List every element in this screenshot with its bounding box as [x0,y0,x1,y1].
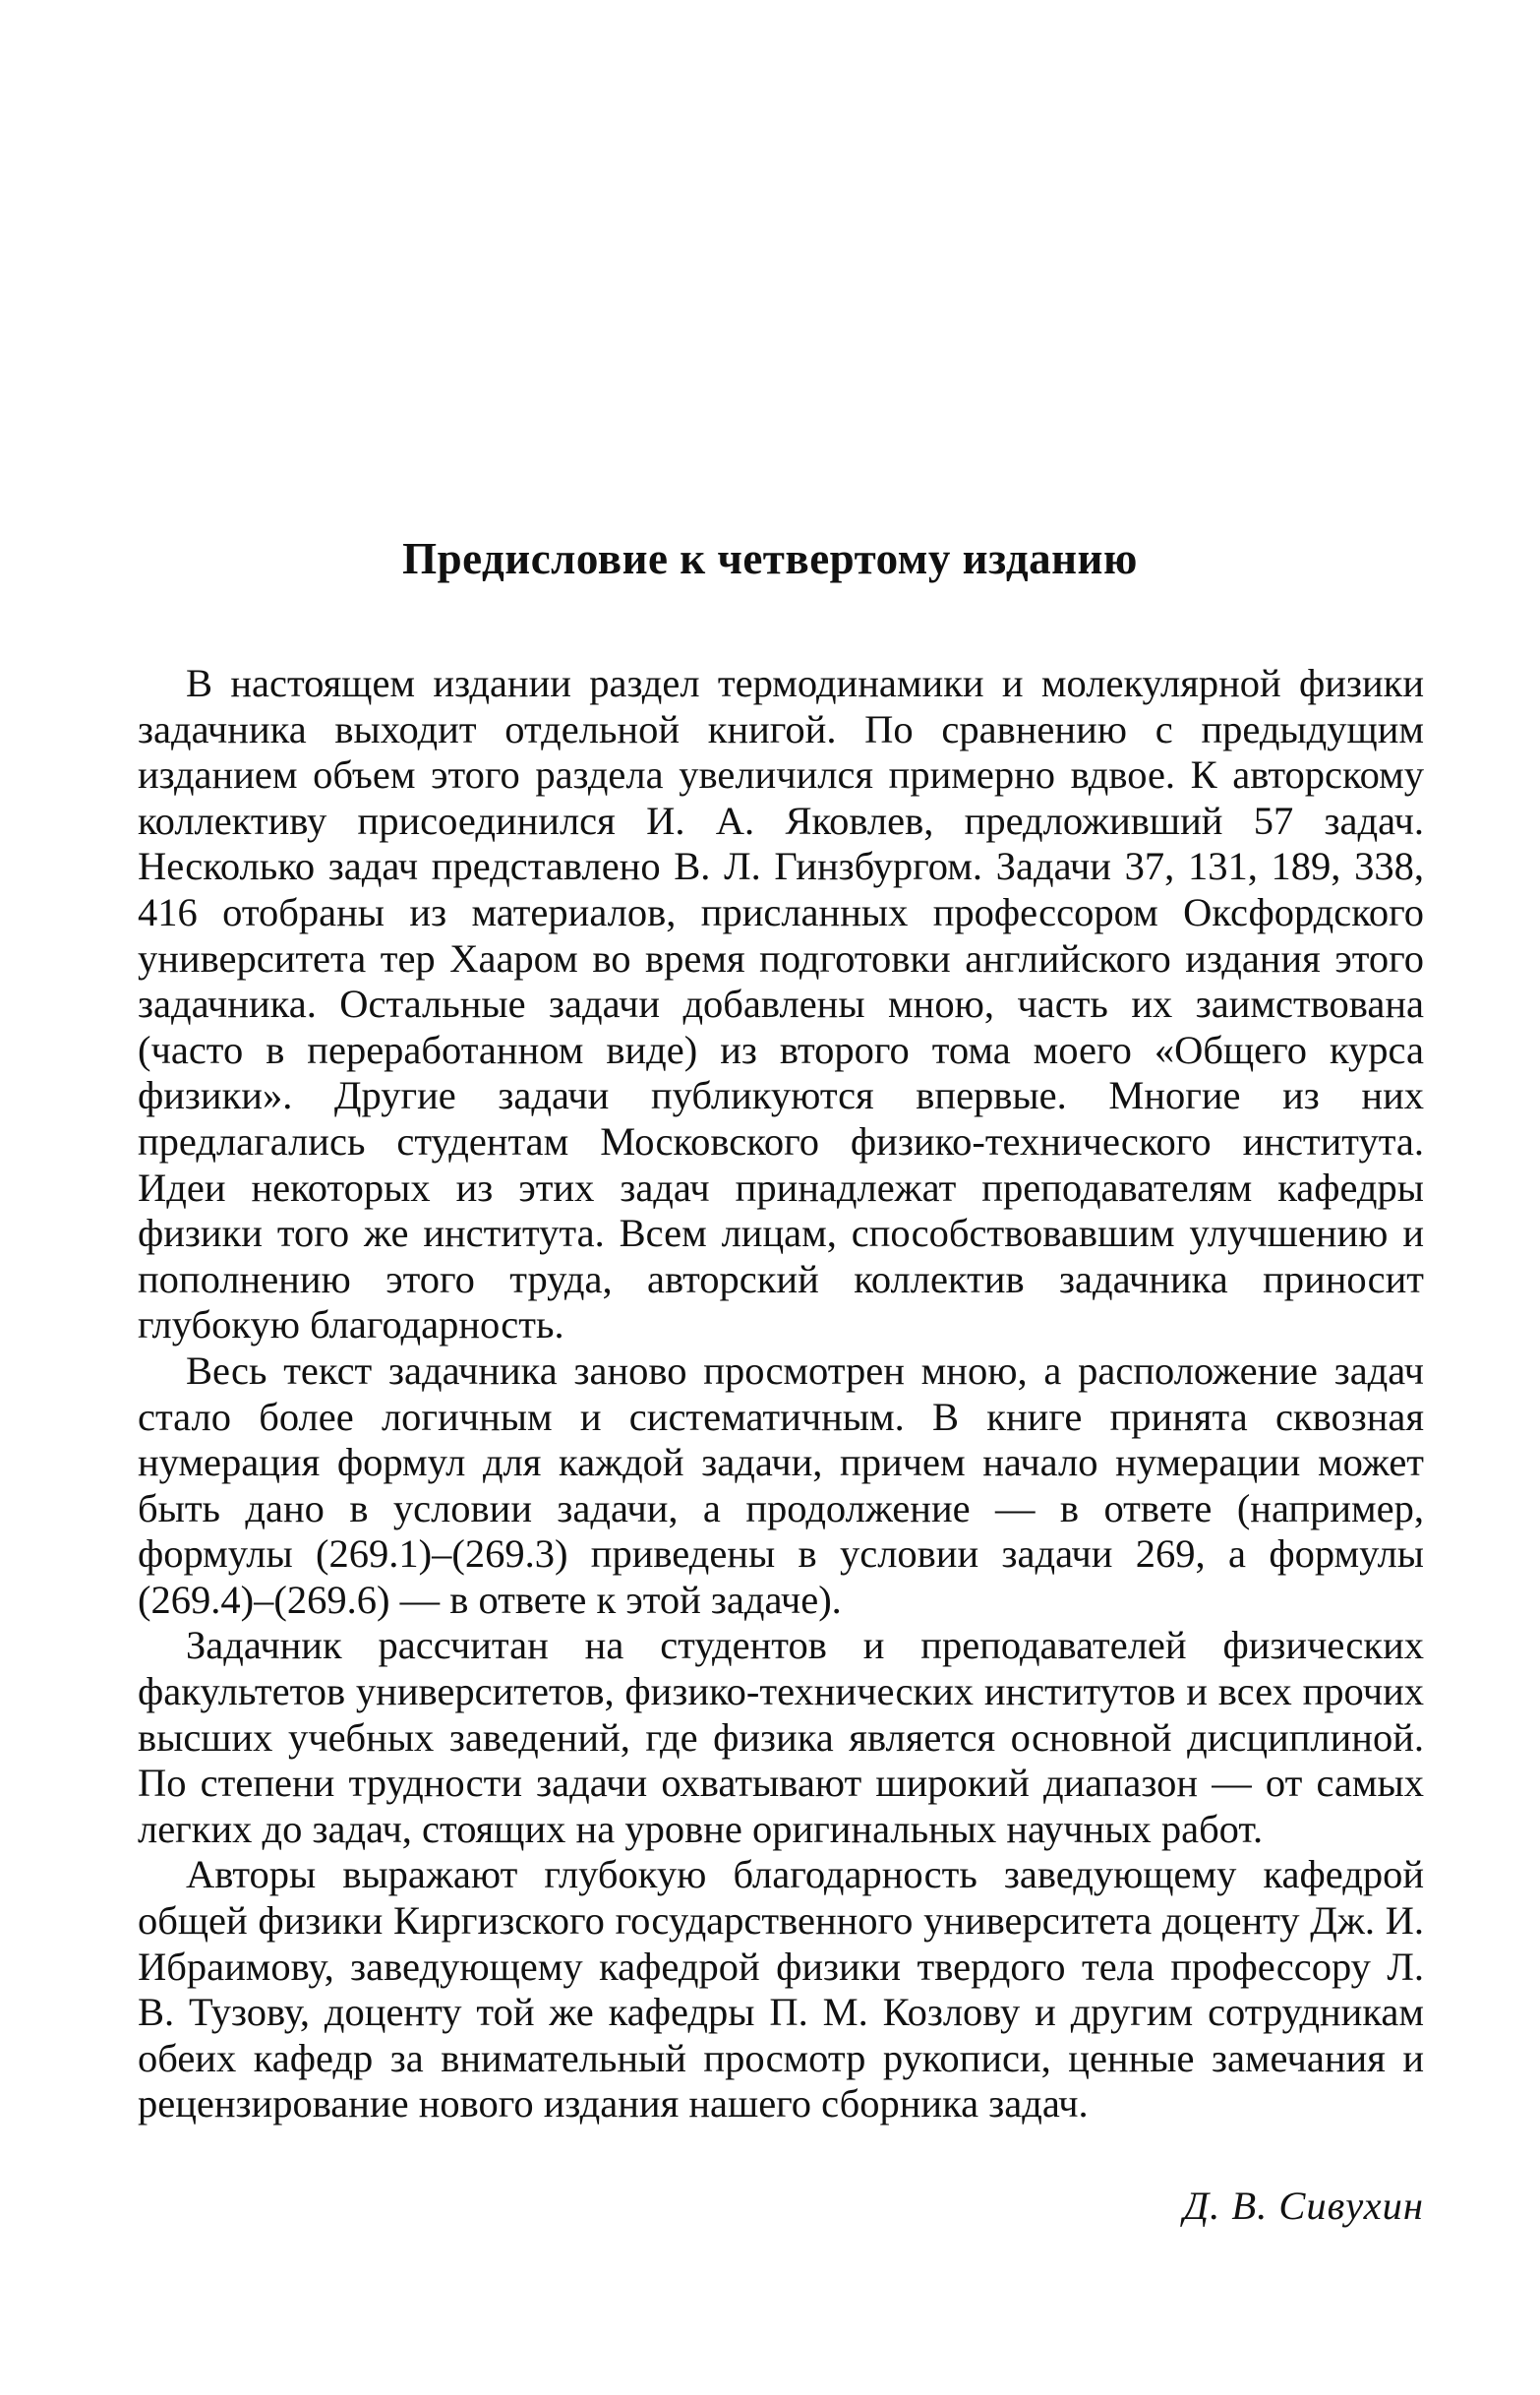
paragraph: В настоящем издании раздел термодинамики и молекулярной физики задачника выходит отдельной книгой. По сравнению с предыдущим изданием объем этого раздела увеличился примерно вдвое. К авторскому коллективу присоединился И. А. Яковлев, предложивший 57 задач. Несколько задач представлено В. Л. Гинзбургом. Задачи 37, 131, 189, 338, 416 отобраны из материалов, присланных профессором Оксфордского университета тер Хааром во время подготовки английского издания этого задачника. Остальные задачи добавлены мною, часть их заимствована (часто в переработанном виде) из второго тома моего «Общего курса физики». Другие задачи публикуются впервые. Многие из них предлагались студентам Московского физико-технического института. Идеи некоторых из этих задач принадлежат преподавателям кафедры физики того же института. Всем лицам, способствовавшим улучшению и пополнению этого труда, авторский коллектив задачника приносит глубокую благодарность. [138,661,1424,1347]
page-title: Предисловие к четвертому изданию [402,534,1138,583]
author-signature: Д. В. Сивухин [1183,2184,1424,2228]
paragraph: Авторы выражают глубокую благодарность заведующему кафедрой общей физики Киргизского государственного университета доценту Дж. И. Ибраимову, заведующему кафедрой физики твердого тела профессору Л. В. Тузову, доценту той же кафедры П. М. Козлову и другим сотрудникам обеих кафедр за внимательный просмотр рукописи, ценные замечания и рецензирование нового издания нашего сборника задач. [138,1852,1424,2126]
paragraph: Весь текст задачника заново просмотрен мною, а расположение задач стало более логичным и систематичным. В книге принята сквозная нумерация формул для каждой задачи, причем начало нумерации может быть дано в условии задачи, а продолжение — в ответе (например, формулы (269.1)–(269.3) приведены в условии задачи 269, а формулы (269.4)–(269.6) — в ответе к этой задаче). [138,1347,1424,1622]
paragraph: Задачник рассчитан на студентов и преподавателей физических факультетов университетов, физико-технических институтов и всех прочих высших учебных заведений, где физика является основной дисциплиной. По степени трудности задачи охватывают широкий диапазон — от самых легких до задач, стоящих на уровне оригинальных научных работ. [138,1623,1424,1851]
preface-body [138,661,1424,2127]
